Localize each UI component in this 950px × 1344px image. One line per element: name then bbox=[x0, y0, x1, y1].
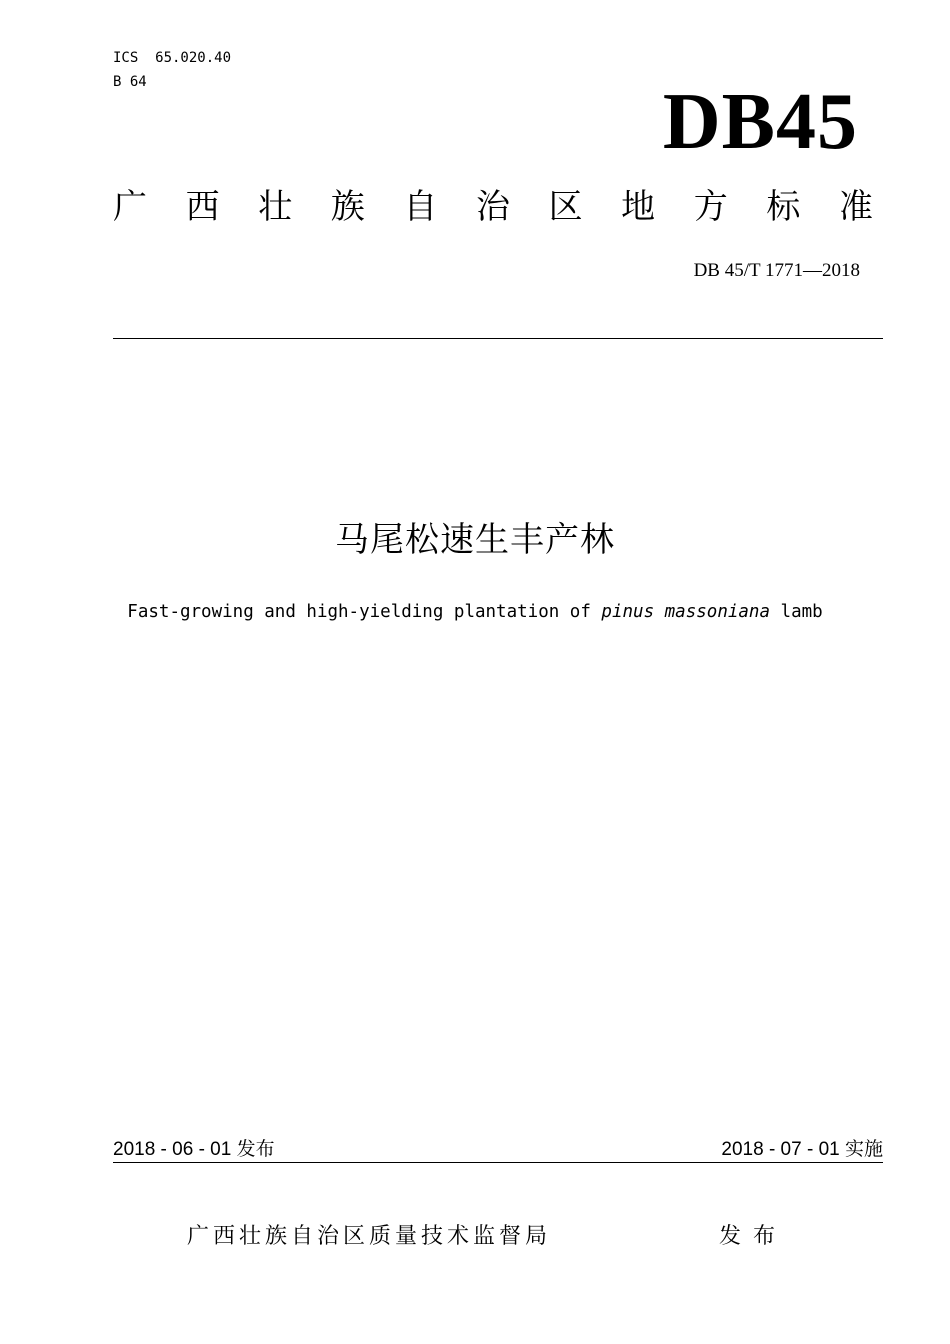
standard-type-char: 自 bbox=[403, 187, 438, 227]
standard-number: DB 45/T 1771—2018 bbox=[693, 260, 860, 281]
implementation-date: 2018 - 07 - 01 实施 bbox=[721, 1139, 883, 1160]
standard-type-char: 地 bbox=[621, 187, 656, 227]
standard-type-char: 区 bbox=[548, 187, 583, 227]
ics-code: ICS 65.020.40 bbox=[113, 50, 232, 66]
title-chinese: 马尾松速生丰产林 bbox=[335, 520, 615, 560]
title-english-suffix: lamb bbox=[770, 602, 823, 622]
publisher-name: 广西壮族自治区质量技术监督局 bbox=[187, 1224, 552, 1249]
standard-type-char: 西 bbox=[185, 187, 220, 227]
standard-type-char: 族 bbox=[330, 187, 365, 227]
standard-type-char: 壮 bbox=[258, 187, 293, 227]
standard-type-char: 治 bbox=[475, 187, 510, 227]
header-divider bbox=[113, 338, 883, 339]
standard-type-char: 方 bbox=[693, 187, 728, 227]
standard-code: DB45 bbox=[662, 78, 858, 166]
standard-type-char: 广 bbox=[113, 187, 147, 227]
footer-divider bbox=[113, 1162, 883, 1163]
standard-type bbox=[113, 185, 873, 229]
ccs-code: B 64 bbox=[113, 74, 147, 90]
publish-label: 发布 bbox=[719, 1224, 788, 1249]
title-english-species: pinus massoniana bbox=[601, 602, 770, 622]
standard-type-char: 准 bbox=[838, 187, 873, 227]
standard-type-char: 标 bbox=[766, 187, 801, 227]
title-english bbox=[0, 601, 950, 623]
title-english-prefix: Fast-growing and high-yielding plantation of bbox=[127, 602, 602, 622]
issue-date: 2018 - 06 - 01 发布 bbox=[113, 1139, 275, 1160]
